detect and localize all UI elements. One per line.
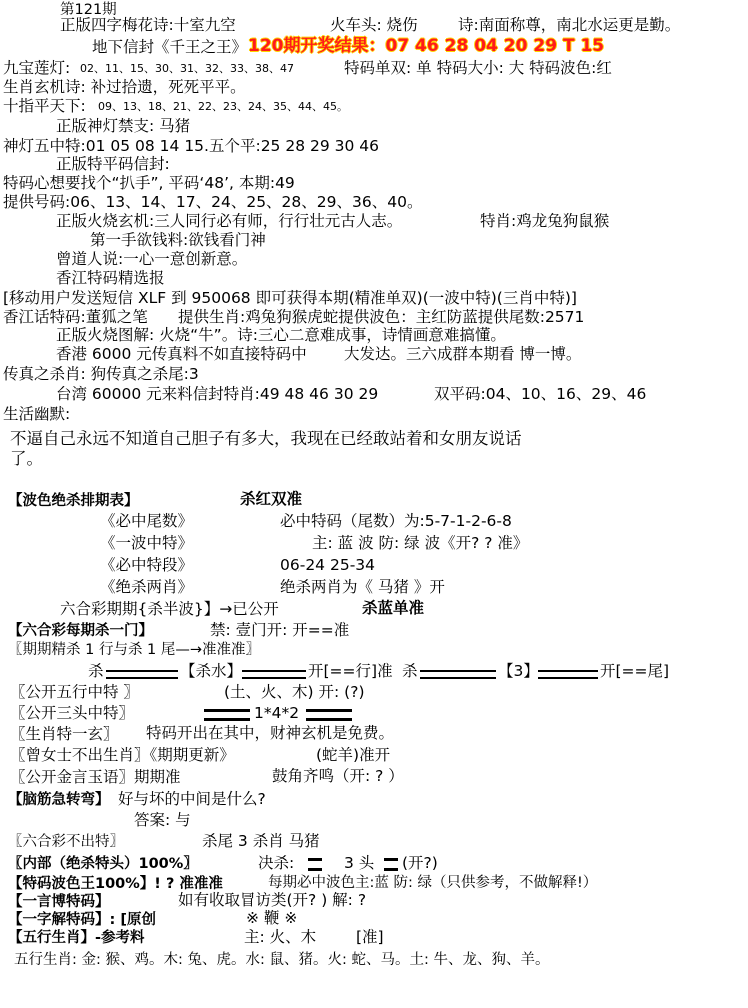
wave-king-value: 每期必中波色主:蓝 防: 绿（只供参考，不做解释!） — [268, 875, 598, 891]
zodiac-poem: 生肖玄机诗: 补过拾遗，死死平平。 — [3, 78, 246, 96]
result-banner: 120期开奖结果：07 46 28 04 20 29 T 15 — [248, 36, 605, 56]
bold-double-rule — [384, 858, 398, 871]
provided-numbers: 提供号码:06、13、14、17、24、25、28、29、36、40。 — [3, 193, 423, 211]
wave-table-result: 杀红双准 — [240, 490, 303, 508]
inner-value-head: 3 头 — [344, 854, 375, 872]
train-head-line: 火车头: 烧伤 — [330, 16, 418, 34]
one-char-label: 【一字解特码】: [原创 — [8, 912, 156, 928]
kill-seq-a: 杀 — [88, 662, 104, 680]
zodiac-mystery-value: 特码开出在其中，财神玄机是免费。 — [146, 724, 395, 742]
letter-line: 地下信封《千王之王》 — [92, 38, 248, 56]
golden-words-label: 〖公开金言玉语〗期期准 — [10, 768, 181, 786]
segment-label: 《必中特段》 — [100, 556, 194, 574]
xiangjiang-report: 香江特码精选报 — [56, 269, 165, 287]
kill-two-label: 《绝杀两肖》 — [100, 578, 194, 596]
ms-zeng-value: (蛇羊)准开 — [316, 746, 391, 764]
lotus-numbers: 02、11、15、30、31、32、33、38、47 — [80, 62, 294, 75]
double-rule — [106, 670, 178, 679]
provided-zodiac-line: 提供生肖:鸡兔狗猴虎蛇提供波色：主红防蓝提供尾数:2571 — [178, 308, 585, 326]
golden-words-value: 鼓角齐鸣（开: ? ） — [272, 767, 404, 785]
inner-value: 决杀: — [258, 854, 295, 872]
three-head-label: 〖公开三头中特〗 — [10, 704, 135, 722]
humor-label: 生活幽默: — [3, 405, 71, 423]
ten-fingers-numbers: 09、13、18、21、22、23、24、35、44、45。 — [98, 100, 348, 113]
poem-line: 诗:南面称尊，南北水运更是勤。 — [458, 16, 681, 34]
flat-code-letter: 正版特平码信封: — [56, 155, 170, 173]
five-element-value: (土、火、木) 开: (?) — [224, 683, 365, 701]
kill-three: 【3】 — [498, 662, 539, 680]
ten-fingers-label: 十指平天下: — [3, 97, 86, 115]
kill-seq-open-row: 开[==行]准 — [308, 662, 393, 680]
one-wave-value: 主: 蓝 波 防: 绿 波《开? ? 准》 — [312, 534, 529, 552]
humor-text: 不逼自己永远不知道自己胆子有多大，我现在已经敢站着和女朋友说话 — [10, 429, 522, 448]
inner-label: 〖内部（绝杀特头）100%〗 — [8, 856, 198, 872]
inner-value-open: (开?) — [402, 854, 438, 872]
fax-kill-line: 传真之杀肖: 狗传真之杀尾:3 — [3, 365, 199, 383]
bold-double-rule — [308, 858, 322, 871]
no-show-label: 〖六合彩不出特〗 — [8, 834, 124, 850]
double-rule — [538, 670, 598, 679]
one-char-value: ※ 鞭 ※ — [246, 909, 298, 927]
kill-seq-open-tail: 开[==尾] — [600, 662, 670, 680]
bold-double-rule — [306, 709, 352, 721]
special-zodiac-line: 特肖:鸡龙兔狗鼠猴 — [480, 212, 610, 230]
fire-illustration-line: 正版火烧图解: 火烧“牛”。诗:三心二意难成事，诗情画意难搞懂。 — [56, 326, 506, 344]
no-show-value: 杀尾 3 杀肖 马猪 — [202, 832, 320, 850]
double-rule — [420, 670, 496, 679]
lotus-label: 九宝莲灯: — [3, 59, 71, 77]
first-hand-line: 第一手欲钱料:欲钱看门神 — [90, 231, 266, 249]
tail-value: 必中特码（尾数）为:5-7-1-2-6-8 — [280, 512, 512, 530]
lamp-five-line: 神灯五中特:01 05 08 14 15.五个平:25 28 29 30 46 — [3, 137, 380, 155]
one-wave-label: 《一波中特》 — [100, 534, 194, 552]
one-word-value: 如有收取冒访类(开? ) 解: ? — [178, 891, 367, 909]
tail-kill-line: 〖期期精杀 1 行与杀 1 尾—→准准准〗 — [8, 642, 261, 658]
kill-door-label: 【六合彩每期杀一门】 — [8, 623, 153, 639]
hk-fax-line: 香港 6000 元传真料不如直接特码中 — [56, 345, 307, 363]
segment-value: 06-24 25-34 — [280, 556, 376, 574]
wave-table-title: 【波色绝杀排期表】 — [8, 493, 139, 509]
five-zodiac-main: 主: 火、木 — [244, 928, 317, 946]
kill-water: 【杀水】 — [180, 662, 243, 680]
humor-text-end: 了。 — [10, 449, 43, 468]
zeng-says-line: 曾道人说:一心一意创新意。 — [56, 250, 248, 268]
taiwan-line: 台湾 60000 元来料信封特肖:49 48 46 30 29 — [56, 385, 379, 403]
double-flat-line: 双平码:04、10、16、29、46 — [434, 385, 647, 403]
kill-door-value: 禁: 壹门开: 开==准 — [210, 621, 350, 639]
tail-label: 《必中尾数》 — [100, 512, 194, 530]
bold-double-rule — [204, 709, 250, 721]
lamp-ban-line: 正版神灯禁支: 马猪 — [56, 117, 191, 135]
five-element-label: 〖公开五行中特 〗 — [10, 683, 139, 701]
five-zodiac-label: 【五行生肖】-参考料 — [8, 930, 145, 946]
riddle-answer: 答案: 与 — [134, 811, 191, 829]
riddle-label: 【脑筋急转弯】 — [8, 792, 110, 808]
sms-notice: [移动用户发送短信 XLF 到 950068 即可获得本期(精准单双)(一波中特)(三肖中特)] — [3, 289, 577, 307]
zodiac-mystery-label: 〖生肖特一玄〗 — [10, 725, 119, 743]
kill-two-value: 绝杀两肖为《 马猪 》开 — [280, 578, 445, 596]
five-zodiac-mark: [准] — [356, 928, 384, 946]
five-zodiac-line: 五行生肖: 金: 猴、鸡。木: 兔、虎。水: 鼠、猪。火: 蛇、马。土: 牛、龙、狗、羊。 — [14, 952, 550, 968]
fire-mystery-line: 正版火烧玄机:三人同行必有师，行行壮元古人志。 — [56, 212, 403, 230]
pickpocket-line: 特码心想要找个“扒手”, 平码‘48’, 本期:49 — [3, 174, 295, 192]
kill-seq-d: 杀 — [402, 662, 418, 680]
ms-zeng-label: 〖曾女士不出生肖〗《期期更新》 — [10, 746, 235, 764]
issue-label: 第121期 — [60, 2, 117, 18]
big-fortune-line: 大发达。三六成群本期看 博一博。 — [344, 345, 582, 363]
plum-poem-line: 正版四字梅花诗:十室九空 — [60, 16, 236, 34]
wave-king-label: 【特码波色王100%】! ? 准准准 — [8, 876, 223, 892]
xiangjiang-words: 香江话特码:董狐之笔 — [3, 308, 148, 326]
half-wave-line: 六合彩期期{杀半波}】→已公开 — [60, 600, 279, 618]
double-rule — [242, 670, 306, 679]
special-attributes: 特码单双: 单 特码大小: 大 特码波色:红 — [344, 59, 612, 77]
three-head-value: 1*4*2 — [254, 704, 300, 722]
one-word-label: 【一言博特码】 — [8, 894, 110, 910]
riddle-question: 好与坏的中间是什么? — [118, 790, 266, 808]
half-wave-result: 杀蓝单准 — [362, 599, 425, 617]
